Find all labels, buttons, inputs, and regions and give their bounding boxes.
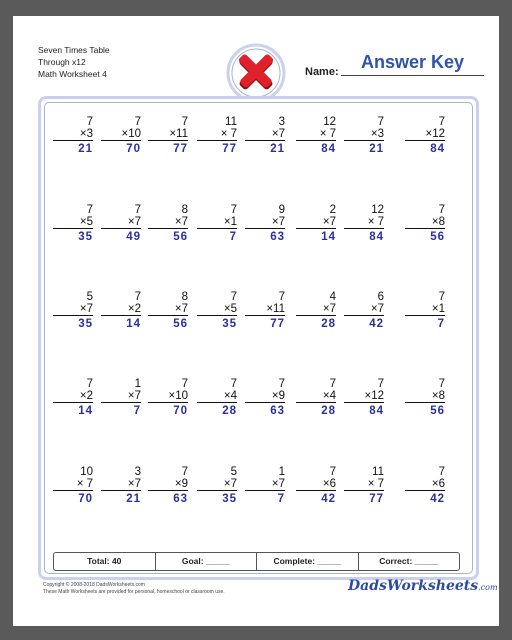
problem-answer: 21	[126, 493, 141, 505]
problem-answer: 35	[78, 318, 93, 330]
brand-domain: .com	[478, 583, 498, 592]
problem-bottom: × 7	[296, 128, 336, 141]
problem-top: 2	[329, 204, 336, 216]
problem-bottom: × 7	[197, 128, 237, 141]
problem-top: 7	[86, 378, 93, 390]
problem	[296, 204, 336, 243]
problem-top: 5	[86, 291, 93, 303]
problem-top: 7	[230, 378, 237, 390]
problem-bottom: ×5	[197, 303, 237, 316]
problem	[148, 466, 188, 505]
problem-bottom: ×3	[344, 128, 384, 141]
problem	[405, 378, 445, 417]
problem-bottom: × 7	[53, 478, 93, 491]
problem	[245, 204, 285, 243]
problem-answer: 63	[270, 405, 285, 417]
problem	[197, 116, 237, 155]
copyright-line-1: Copyright © 2008-2018 DadsWorksheets.com	[43, 582, 145, 588]
problem	[148, 116, 188, 155]
problem-top: 7	[377, 116, 384, 128]
problem	[344, 204, 384, 243]
problem	[53, 204, 93, 243]
problem	[344, 116, 384, 155]
problem	[53, 291, 93, 330]
problem	[344, 291, 384, 330]
problem-top: 7	[438, 291, 445, 303]
problem	[245, 378, 285, 417]
problem-bottom: ×7	[245, 478, 285, 491]
problem-answer: 56	[173, 231, 188, 243]
problem-answer: 56	[430, 405, 445, 417]
problem-top: 7	[329, 378, 336, 390]
problem-answer: 49	[126, 231, 141, 243]
problem-top: 7	[86, 204, 93, 216]
problem-answer: 7	[229, 231, 237, 243]
problem-answer: 63	[270, 231, 285, 243]
problem-answer: 28	[321, 318, 336, 330]
problem-bottom: ×11	[245, 303, 285, 316]
problem-bottom: × 7	[344, 216, 384, 229]
problem-top: 7	[86, 116, 93, 128]
problem-bottom: ×7	[53, 303, 93, 316]
problem	[101, 204, 141, 243]
problem-top: 12	[323, 116, 336, 128]
problem-top: 7	[134, 291, 141, 303]
problem-top: 7	[181, 466, 188, 478]
problem	[53, 466, 93, 505]
name-label: Name:	[305, 66, 339, 78]
problem-bottom: ×1	[405, 303, 445, 316]
problem-top: 7	[181, 116, 188, 128]
problem-answer: 77	[369, 493, 384, 505]
problem	[101, 116, 141, 155]
title-line-1: Seven Times Table	[38, 45, 110, 55]
problem	[197, 204, 237, 243]
brand-name: DadsWorksheets	[348, 578, 479, 594]
problem-top: 10	[80, 466, 93, 478]
problem-top: 5	[230, 466, 237, 478]
copyright-text	[43, 582, 225, 595]
copyright-line-2: These Math Worksheets are provided for personal, homeschool or classroom use.	[43, 588, 225, 595]
problem	[296, 291, 336, 330]
problem-bottom: ×7	[344, 303, 384, 316]
answer-key-text: Answer Key	[360, 52, 465, 72]
problem-top: 8	[181, 291, 188, 303]
problem	[101, 378, 141, 417]
problem	[405, 204, 445, 243]
total-cell: Total: 40	[54, 553, 156, 570]
problem-answer: 70	[126, 143, 141, 155]
problem-answer: 35	[222, 493, 237, 505]
problem	[197, 291, 237, 330]
problem-top: 1	[134, 378, 141, 390]
problem-top: 1	[278, 466, 285, 478]
problem-bottom: ×7	[245, 128, 285, 141]
problem-bottom: ×8	[405, 390, 445, 403]
problem	[245, 291, 285, 330]
problem-top: 9	[278, 204, 285, 216]
problem-answer: 84	[321, 143, 336, 155]
problem-top: 7	[377, 378, 384, 390]
problem-top: 7	[134, 204, 141, 216]
complete-cell: Complete: _____	[257, 553, 359, 570]
problem-bottom: ×10	[148, 390, 188, 403]
problem	[245, 466, 285, 505]
problem	[197, 378, 237, 417]
problem-answer: 14	[78, 405, 93, 417]
problem-answer: 42	[430, 493, 445, 505]
problem-bottom: ×6	[405, 478, 445, 491]
problem-bottom: ×7	[296, 216, 336, 229]
problem-bottom: ×8	[405, 216, 445, 229]
problem-bottom: ×10	[101, 128, 141, 141]
problem-answer: 7	[277, 493, 285, 505]
problem	[148, 291, 188, 330]
problem-bottom: ×7	[101, 390, 141, 403]
problem-bottom: ×7	[197, 478, 237, 491]
problem-bottom: ×7	[245, 216, 285, 229]
problem	[53, 378, 93, 417]
problem-answer: 35	[78, 231, 93, 243]
problem-bottom: ×12	[344, 390, 384, 403]
problem	[101, 291, 141, 330]
problem-answer: 77	[222, 143, 237, 155]
problem	[148, 204, 188, 243]
problem-top: 12	[371, 204, 384, 216]
problem-bottom: ×7	[101, 478, 141, 491]
problem-bottom: ×7	[296, 303, 336, 316]
problem	[344, 378, 384, 417]
problem-top: 7	[181, 378, 188, 390]
problem-bottom: ×4	[296, 390, 336, 403]
problem	[197, 466, 237, 505]
problem-top: 7	[329, 466, 336, 478]
problem-top: 8	[181, 204, 188, 216]
worksheet-title	[38, 44, 110, 80]
problem-top: 3	[134, 466, 141, 478]
problem-top: 11	[225, 116, 237, 128]
problem-top: 7	[438, 204, 445, 216]
problem-answer: 70	[173, 405, 188, 417]
problem	[296, 378, 336, 417]
problem-answer: 7	[437, 318, 445, 330]
problem-answer: 77	[173, 143, 188, 155]
problem-bottom: ×12	[405, 128, 445, 141]
problem-answer: 56	[173, 318, 188, 330]
problem	[296, 466, 336, 505]
problem-top: 4	[329, 291, 336, 303]
problem-top: 3	[278, 116, 285, 128]
problem-bottom: ×7	[148, 303, 188, 316]
problem-answer: 21	[270, 143, 285, 155]
problem-answer: 21	[78, 143, 93, 155]
problem-top: 7	[134, 116, 141, 128]
title-line-2: Through x12	[38, 57, 86, 67]
problem-answer: 35	[222, 318, 237, 330]
problem-bottom: ×1	[197, 216, 237, 229]
problem-top: 7	[438, 378, 445, 390]
problem-answer: 21	[369, 143, 384, 155]
problem	[344, 466, 384, 505]
problem-answer: 28	[321, 405, 336, 417]
red-x-icon	[226, 43, 286, 103]
problem-answer: 56	[430, 231, 445, 243]
problem-bottom: ×9	[148, 478, 188, 491]
problem	[296, 116, 336, 155]
problem-top: 7	[278, 291, 285, 303]
problem-bottom: ×11	[148, 128, 188, 141]
brand-logo	[348, 578, 498, 594]
correct-cell: Correct: _____	[379, 556, 439, 566]
problem	[245, 116, 285, 155]
problem-bottom: ×9	[245, 390, 285, 403]
problem-bottom: ×7	[101, 216, 141, 229]
problem-top: 7	[230, 204, 237, 216]
problem-bottom: ×4	[197, 390, 237, 403]
problem-answer: 84	[369, 231, 384, 243]
problem-answer: 84	[430, 143, 445, 155]
problem	[53, 116, 93, 155]
problem	[148, 378, 188, 417]
name-line	[341, 75, 484, 76]
problem-top: 7	[278, 378, 285, 390]
title-line-3: Math Worksheet 4	[38, 69, 107, 79]
problem	[405, 466, 445, 505]
problem-bottom: ×5	[53, 216, 93, 229]
problem-bottom: × 7	[344, 478, 384, 491]
problem	[405, 291, 445, 330]
problem-answer: 84	[369, 405, 384, 417]
score-bar	[53, 552, 460, 571]
worksheet-page	[13, 16, 499, 626]
problems-frame	[38, 96, 479, 580]
problem-answer: 42	[321, 493, 336, 505]
problem-bottom: ×2	[101, 303, 141, 316]
problem	[101, 466, 141, 505]
problem-answer: 14	[126, 318, 141, 330]
problem-answer: 7	[133, 405, 141, 417]
problem-answer: 70	[78, 493, 93, 505]
problem-answer: 28	[222, 405, 237, 417]
problem-top: 7	[438, 116, 445, 128]
problem-answer: 63	[173, 493, 188, 505]
problem-bottom: ×7	[148, 216, 188, 229]
problem-answer: 42	[369, 318, 384, 330]
problem	[405, 116, 445, 155]
problem-top: 6	[377, 291, 384, 303]
problem-answer: 14	[321, 231, 336, 243]
problem-top: 7	[438, 466, 445, 478]
problem-bottom: ×3	[53, 128, 93, 141]
problem-bottom: ×6	[296, 478, 336, 491]
problem-top: 7	[230, 291, 237, 303]
problem-bottom: ×2	[53, 390, 93, 403]
problem-answer: 77	[270, 318, 285, 330]
goal-cell: Goal: _____	[156, 553, 258, 570]
problem-top: 11	[372, 466, 384, 478]
